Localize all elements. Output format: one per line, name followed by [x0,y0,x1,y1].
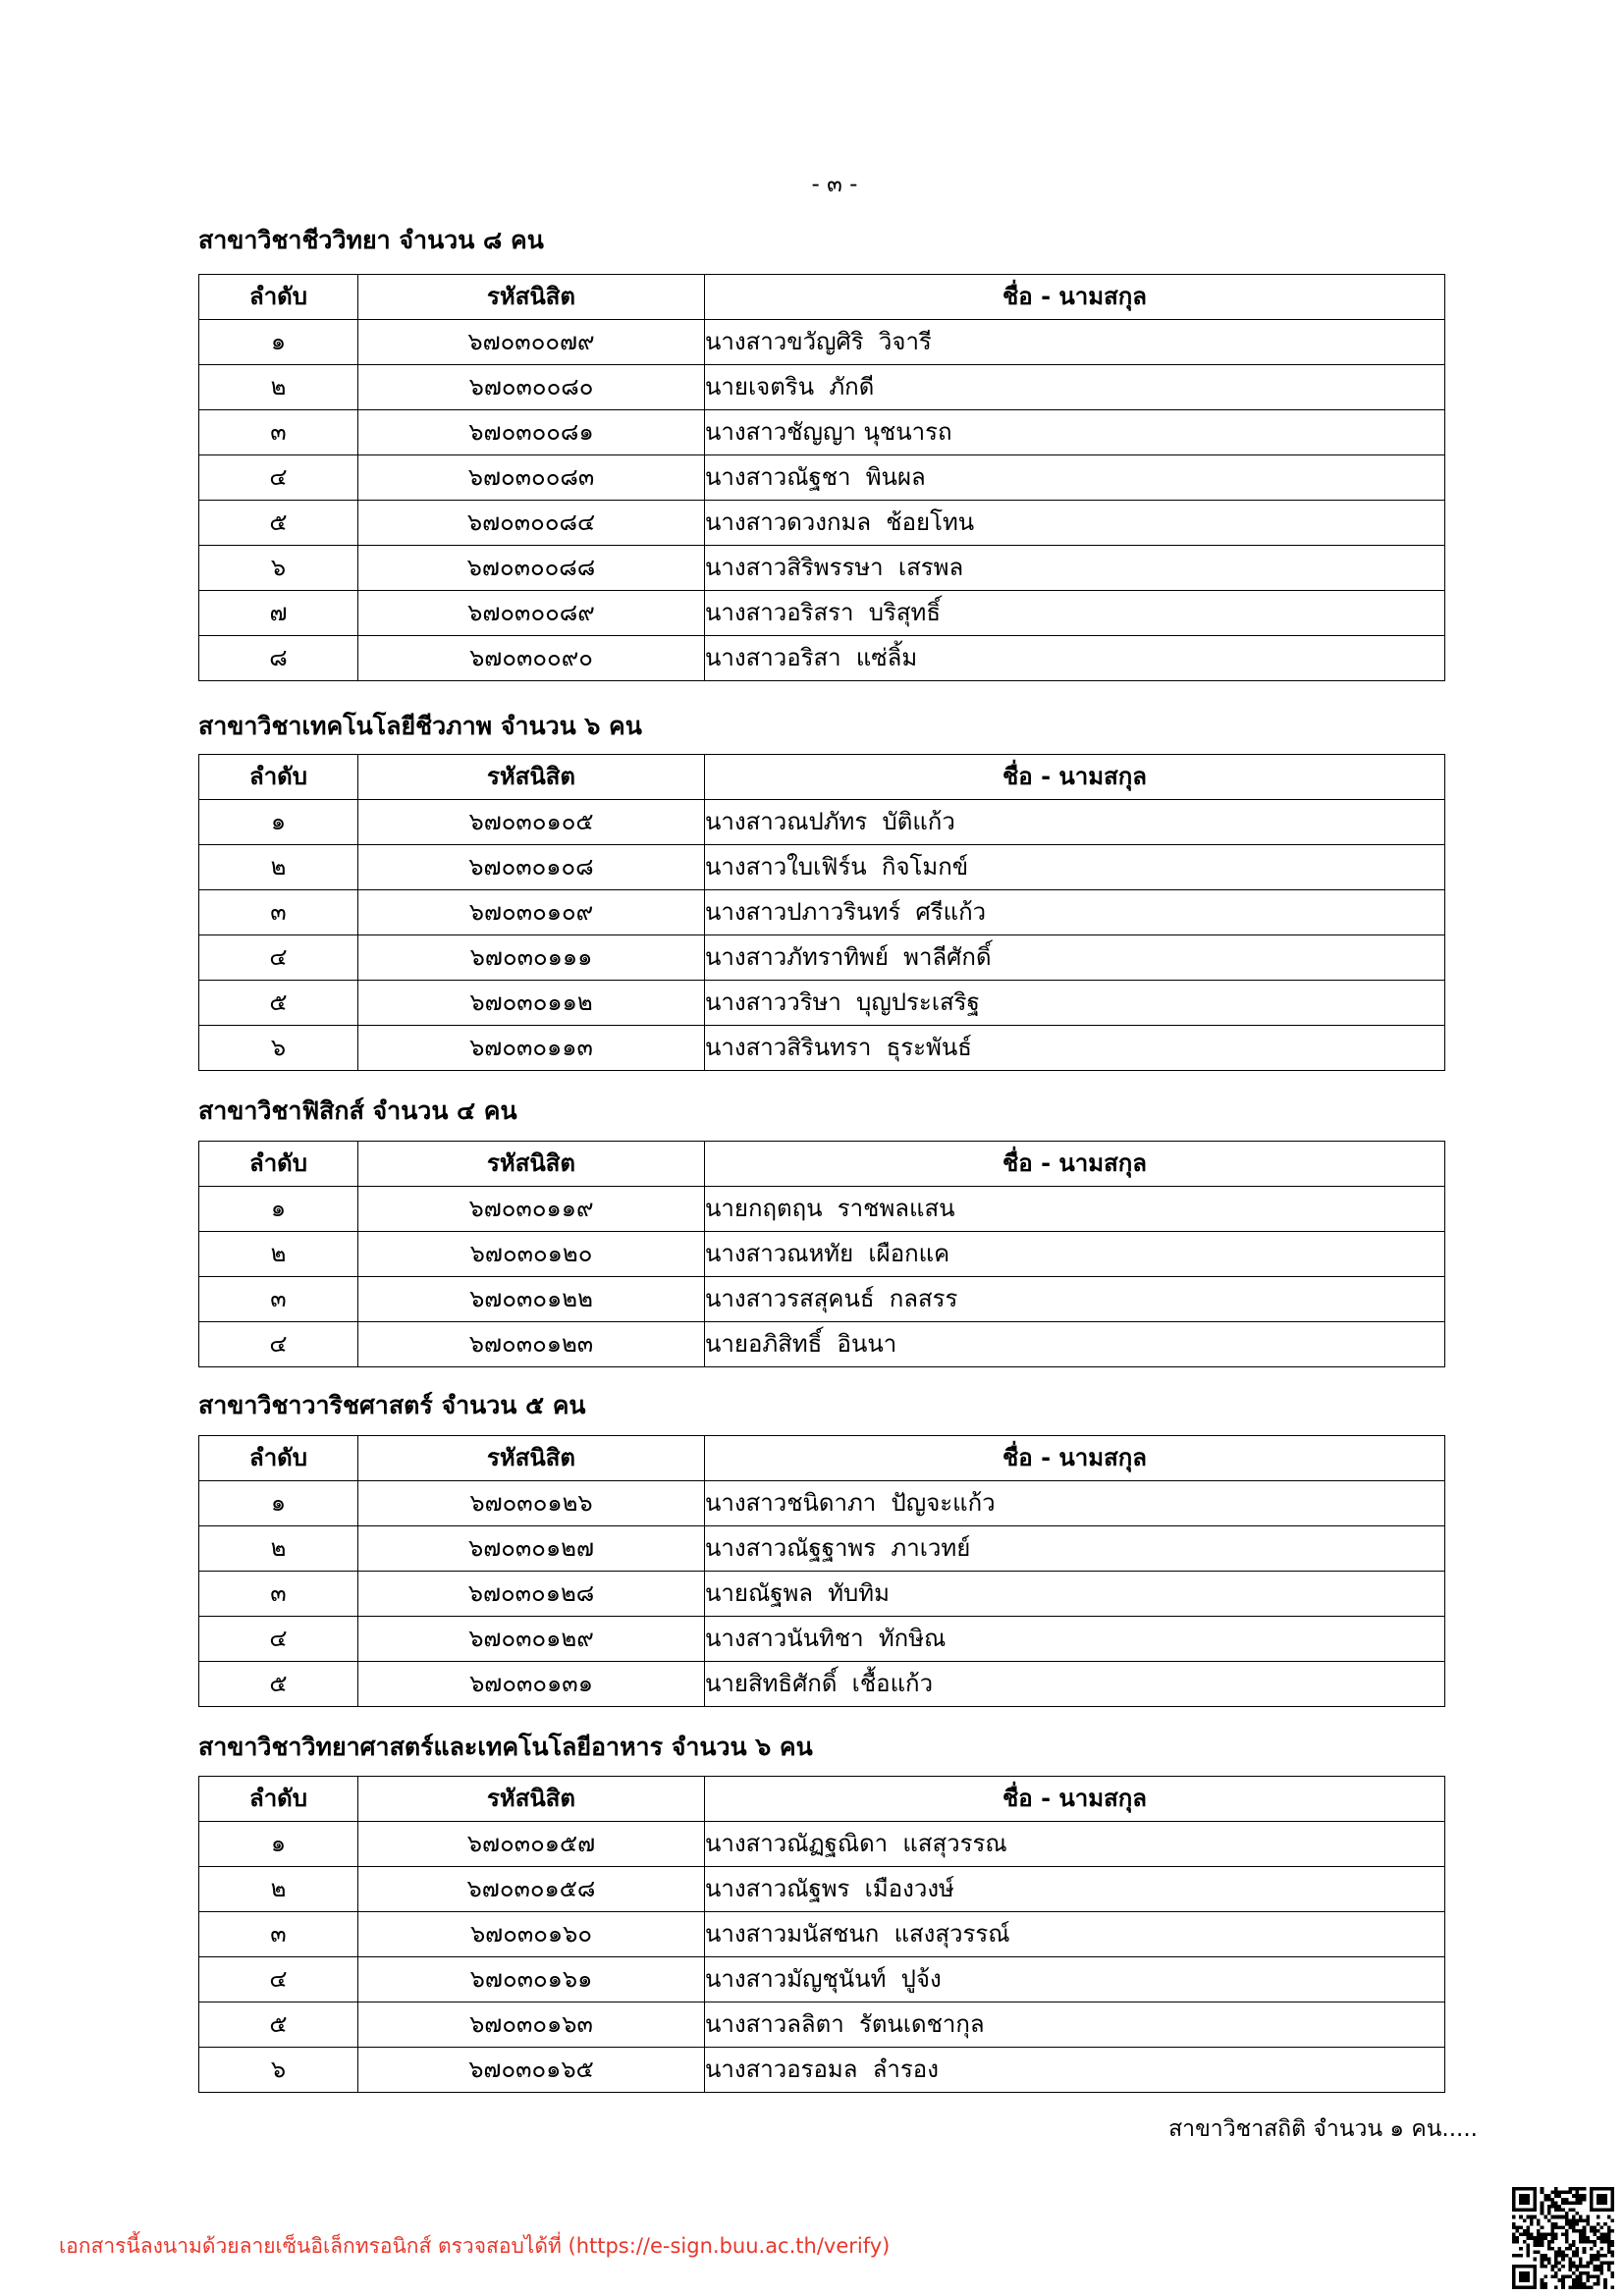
cell-order: ๘ [199,636,358,681]
table-row [199,800,1445,845]
cell-student-name: นางสาวอริสรา บริสุทธิ์ [705,591,1445,636]
table-header [199,1777,1445,1822]
cell-student-id: ๖๗๐๓๐๑๒๓ [358,1322,705,1367]
cell-student-name: นางสาวรสสุคนธ์ กลสรร [705,1277,1445,1322]
table-row [199,1822,1445,1867]
header-order: ลำดับ [199,275,358,320]
cell-order: ๖ [199,1026,358,1071]
header-student-id: รหัสนิสิต [358,275,705,320]
cell-student-id: ๖๗๐๓๐๑๒๗ [358,1526,705,1572]
table-row [199,1481,1445,1526]
student-table-biotechnology [198,754,1445,1071]
cell-order: ๓ [199,890,358,935]
cell-order: ๔ [199,1617,358,1662]
cell-order: ๕ [199,981,358,1026]
cell-student-name: นายอภิสิทธิ์ อินนา [705,1322,1445,1367]
header-student-id: รหัสนิสิต [358,1142,705,1187]
cell-student-name: นางสาวชัญญา นุชนารถ [705,410,1445,455]
cell-student-id: ๖๗๐๓๐๐๘๐ [358,365,705,410]
cell-student-id: ๖๗๐๓๐๑๒๙ [358,1617,705,1662]
cell-student-name: นายสิทธิศักดิ์ เชื้อแก้ว [705,1662,1445,1707]
header-order: ลำดับ [199,1436,358,1481]
cell-student-name: นางสาววริษา บุญประเสริฐ [705,981,1445,1026]
cell-student-id: ๖๗๐๓๐๑๒๒ [358,1277,705,1322]
table-row [199,1232,1445,1277]
table-row [199,501,1445,546]
cell-student-id: ๖๗๐๓๐๐๗๙ [358,320,705,365]
cell-order: ๕ [199,2002,358,2048]
header-name: ชื่อ - นามสกุล [705,755,1445,800]
table-row [199,636,1445,681]
header-student-id: รหัสนิสิต [358,1777,705,1822]
header-student-id: รหัสนิสิต [358,1436,705,1481]
cell-student-id: ๖๗๐๓๐๐๙๐ [358,636,705,681]
cell-student-name: นางสาวภัทราทิพย์ พาลีศักดิ์ [705,935,1445,981]
cell-student-id: ๖๗๐๓๐๐๘๓ [358,455,705,501]
header-name: ชื่อ - นามสกุล [705,1142,1445,1187]
table-header-row [199,1777,1445,1822]
section-title-physics: สาขาวิชาฟิสิกส์ จำนวน ๔ คน [198,1096,517,1125]
table-row [199,1277,1445,1322]
cell-student-id: ๖๗๐๓๐๐๘๔ [358,501,705,546]
cell-order: ๕ [199,1662,358,1707]
cell-student-name: นายกฤตฤน ราชพลแสน [705,1187,1445,1232]
cell-order: ๔ [199,1322,358,1367]
cell-order: ๑ [199,1187,358,1232]
cell-student-id: ๖๗๐๓๐๑๑๒ [358,981,705,1026]
cell-order: ๒ [199,1232,358,1277]
cell-student-id: ๖๗๐๓๐๑๒๖ [358,1481,705,1526]
table-row [199,2002,1445,2048]
cell-student-id: ๖๗๐๓๐๑๖๑ [358,1957,705,2002]
cell-student-name: นางสาวณัฐพร เมืองวงษ์ [705,1867,1445,1912]
cell-student-id: ๖๗๐๓๐๑๓๑ [358,1662,705,1707]
cell-student-name: นางสาวณัฐชา พินผล [705,455,1445,501]
table-header [199,1436,1445,1481]
cell-student-id: ๖๗๐๓๐๑๕๘ [358,1867,705,1912]
table-row [199,981,1445,1026]
cell-student-id: ๖๗๐๓๐๑๕๗ [358,1822,705,1867]
header-name: ชื่อ - นามสกุล [705,1436,1445,1481]
table-body [199,1187,1445,1367]
header-order: ลำดับ [199,1142,358,1187]
table-header-row [199,1142,1445,1187]
cell-student-id: ๖๗๐๓๐๑๖๓ [358,2002,705,2048]
table-body [199,1481,1445,1707]
cell-student-name: นางสาวชนิดาภา ปัญจะแก้ว [705,1481,1445,1526]
table-row [199,455,1445,501]
table-row [199,1867,1445,1912]
cell-student-id: ๖๗๐๓๐๑๑๑ [358,935,705,981]
qr-finder-pattern [1590,2187,1614,2212]
cell-student-name: นางสาวณัฏฐณิดา แสสุวรรณ [705,1822,1445,1867]
table-row [199,845,1445,890]
cell-order: ๔ [199,1957,358,2002]
cell-order: ๒ [199,845,358,890]
cell-order: ๓ [199,1572,358,1617]
cell-order: ๕ [199,501,358,546]
cell-student-name: นางสาวสิรินทรา ธุระพันธ์ [705,1026,1445,1071]
cell-order: ๔ [199,935,358,981]
student-table-physics [198,1141,1445,1367]
table-body [199,1822,1445,2093]
header-name: ชื่อ - นามสกุล [705,275,1445,320]
header-order: ลำดับ [199,755,358,800]
header-student-id: รหัสนิสิต [358,755,705,800]
cell-order: ๓ [199,410,358,455]
cell-student-id: ๖๗๐๓๐๐๘๙ [358,591,705,636]
cell-student-name: นางสาวใบเฟิร์น กิจโมกข์ [705,845,1445,890]
cell-student-id: ๖๗๐๓๐๑๒๐ [358,1232,705,1277]
table-row [199,890,1445,935]
table-body [199,800,1445,1071]
cell-order: ๒ [199,1526,358,1572]
cell-student-name: นางสาวมนัสชนก แสงสุวรรณ์ [705,1912,1445,1957]
cell-student-id: ๖๗๐๓๐๐๘๑ [358,410,705,455]
cell-student-name: นางสาวณัฐฐาพร ภาเวทย์ [705,1526,1445,1572]
table-header [199,1142,1445,1187]
cell-student-id: ๖๗๐๓๐๑๑๓ [358,1026,705,1071]
table-row [199,1572,1445,1617]
cell-student-name: นางสาวอริสา แซ่ลิ้ม [705,636,1445,681]
cell-student-name: นางสาวมัญชุนันท์ ปูจ้ง [705,1957,1445,2002]
cell-order: ๖ [199,2048,358,2093]
student-table-aquatic-science [198,1435,1445,1707]
cell-student-name: นายเจตริน ภักดี [705,365,1445,410]
cell-student-name: นางสาวลลิตา รัตนเดชากุล [705,2002,1445,2048]
cell-order: ๑ [199,1481,358,1526]
table-header-row [199,275,1445,320]
cell-order: ๔ [199,455,358,501]
cell-student-name: นางสาวณหทัย เผือกแค [705,1232,1445,1277]
cell-student-name: นายณัฐพล ทับทิม [705,1572,1445,1617]
cell-student-name: นางสาวสิริพรรษา เสรพล [705,546,1445,591]
cell-student-name: นางสาวขวัญศิริ วิจารี [705,320,1445,365]
cell-order: ๑ [199,800,358,845]
section-title-food-science: สาขาวิชาวิทยาศาสตร์และเทคโนโลยีอาหาร จำนวน ๖ คน [198,1733,813,1761]
cell-student-id: ๖๗๐๓๐๑๑๙ [358,1187,705,1232]
table-header [199,275,1445,320]
cell-student-id: ๖๗๐๓๐๑๒๘ [358,1572,705,1617]
e-sign-notice: เอกสารนี้ลงนามด้วยลายเซ็นอิเล็กทรอนิกส์ ตรวจสอบได้ที่ (https://e-sign.buu.ac.th/verify) [59,2234,891,2258]
table-row [199,1957,1445,2002]
student-table-food-science [198,1776,1445,2093]
section-title-biology: สาขาวิชาชีววิทยา จำนวน ๘ คน [198,226,544,254]
cell-order: ๗ [199,591,358,636]
cell-student-name: นางสาวนันทิชา ทักษิณ [705,1617,1445,1662]
table-row [199,591,1445,636]
qr-finder-pattern [1512,2265,1537,2289]
table-header-row [199,755,1445,800]
table-body [199,320,1445,681]
cell-student-id: ๖๗๐๓๐๑๖๕ [358,2048,705,2093]
table-row [199,546,1445,591]
table-header-row [199,1436,1445,1481]
cell-order: ๖ [199,546,358,591]
cell-student-id: ๖๗๐๓๐๐๘๘ [358,546,705,591]
cell-student-id: ๖๗๐๓๐๑๐๙ [358,890,705,935]
section-title-aquatic-science: สาขาวิชาวาริชศาสตร์ จำนวน ๕ คน [198,1391,586,1419]
cell-student-name: นางสาวปภาวรินทร์ ศรีแก้ว [705,890,1445,935]
section-title-biotechnology: สาขาวิชาเทคโนโลยีชีวภาพ จำนวน ๖ คน [198,712,642,740]
cell-order: ๒ [199,1867,358,1912]
table-row [199,2048,1445,2093]
student-table-biology [198,274,1445,681]
qr-code [1512,2187,1614,2289]
header-order: ลำดับ [199,1777,358,1822]
table-row [199,410,1445,455]
cell-order: ๑ [199,320,358,365]
table-header [199,755,1445,800]
cell-student-name: นางสาวดวงกมล ช้อยโทน [705,501,1445,546]
table-row [199,1187,1445,1232]
continuation-note: สาขาวิชาสถิติ จำนวน ๑ คน..... [1168,2116,1478,2142]
table-row [199,1026,1445,1071]
table-row [199,1662,1445,1707]
cell-student-id: ๖๗๐๓๐๑๐๘ [358,845,705,890]
cell-student-name: นางสาวอรอมล ลำรอง [705,2048,1445,2093]
qr-finder-pattern [1512,2187,1537,2212]
header-name: ชื่อ - นามสกุล [705,1777,1445,1822]
table-row [199,320,1445,365]
table-row [199,1526,1445,1572]
table-row [199,365,1445,410]
cell-student-id: ๖๗๐๓๐๑๐๕ [358,800,705,845]
cell-student-name: นางสาวณปภัทร บัติแก้ว [705,800,1445,845]
table-row [199,1617,1445,1662]
table-row [199,1322,1445,1367]
cell-order: ๒ [199,365,358,410]
cell-order: ๓ [199,1912,358,1957]
table-row [199,935,1445,981]
cell-student-id: ๖๗๐๓๐๑๖๐ [358,1912,705,1957]
table-row [199,1912,1445,1957]
cell-order: ๑ [199,1822,358,1867]
cell-order: ๓ [199,1277,358,1322]
page-number: - ๓ - [811,172,858,197]
